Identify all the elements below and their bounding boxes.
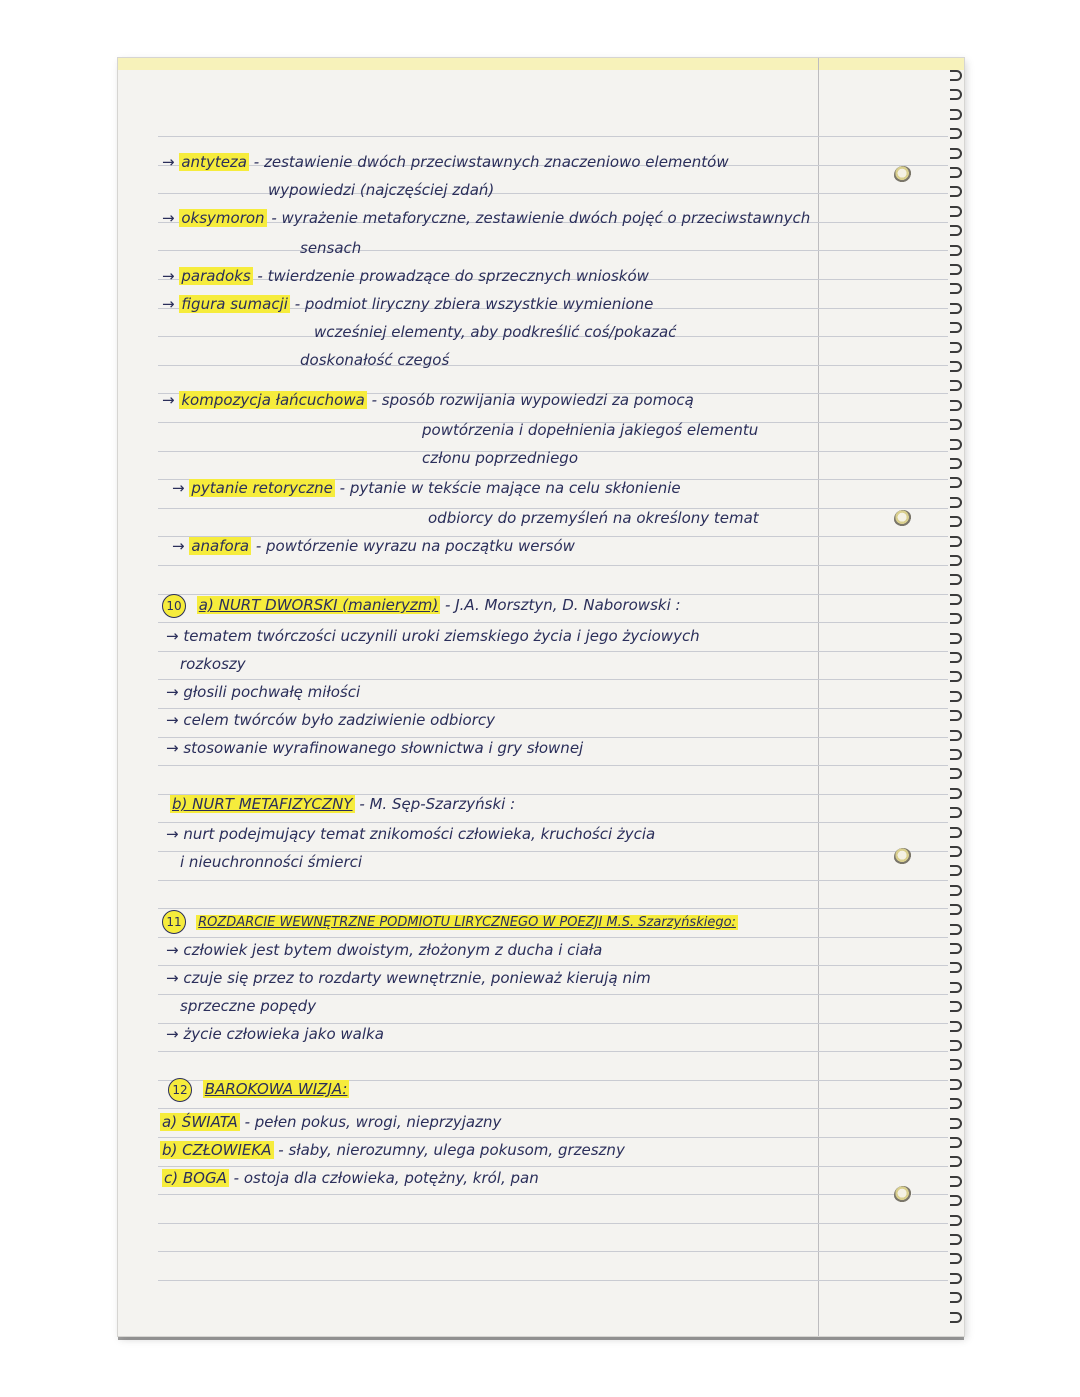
bullet-cont: rozkoszy <box>180 655 246 673</box>
spiral-coil <box>950 1001 962 1012</box>
spiral-coil <box>950 710 962 721</box>
arrow-icon: → <box>162 153 175 171</box>
spiral-coil <box>950 264 962 275</box>
ruled-line <box>158 1280 948 1281</box>
spiral-coil <box>950 419 962 430</box>
bullet: → życie człowieka jako walka <box>166 1025 384 1043</box>
note-oksymoron-cont: sensach <box>300 239 362 257</box>
note-paradoks <box>162 266 649 286</box>
definition-text: - twierdzenie prowadzące do sprzecznych wniosków <box>257 267 649 285</box>
punch-hole <box>894 166 912 184</box>
spiral-coil <box>950 186 962 197</box>
ruled-line <box>158 1137 948 1138</box>
spiral-coil <box>950 788 962 799</box>
note-figura-cont: wcześniej elementy, aby podkreślić coś/pokazać <box>314 323 677 341</box>
spiral-coil <box>950 439 962 450</box>
definition-text: - wyrażenie metaforyczne, zestawienie dwóch pojęć o przeciwstawnych <box>271 209 811 227</box>
spiral-coil <box>950 361 962 372</box>
ruled-line <box>158 822 948 823</box>
bullet-cont: i nieuchronności śmierci <box>180 853 363 871</box>
spiral-coil <box>950 807 962 818</box>
ruled-line <box>158 1194 948 1195</box>
ruled-line <box>158 250 948 251</box>
spiral-coil <box>950 89 962 100</box>
spiral-coil <box>950 1234 962 1245</box>
definition-text: - powtórzenie wyrazu na początku wersów <box>255 537 575 555</box>
ruled-line <box>158 1051 948 1052</box>
spiral-coil <box>950 536 962 547</box>
section-number: 10 <box>162 594 186 618</box>
term-highlight: anafora <box>191 537 250 555</box>
note-antyteza <box>162 152 729 172</box>
ruled-line <box>158 994 948 995</box>
ruled-line <box>158 708 948 709</box>
notebook-sheet <box>118 58 964 1336</box>
punch-hole <box>894 848 912 866</box>
ruled-line <box>158 565 948 566</box>
vision-human <box>160 1140 625 1160</box>
spiral-coil <box>950 943 962 954</box>
spiral-coil <box>950 1253 962 1264</box>
bullet: → człowiek jest bytem dwoistym, złożonym z ducha i ciała <box>166 941 603 959</box>
note-kompozycja-cont: członu poprzedniego <box>422 449 578 467</box>
note-oksymoron <box>162 208 810 228</box>
spiral-coil <box>950 633 962 644</box>
section-10-heading <box>162 594 681 618</box>
authors-text: - J.A. Morsztyn, D. Naborowski : <box>445 596 681 614</box>
spiral-coil <box>950 1156 962 1167</box>
spiral-coil <box>950 904 962 915</box>
arrow-icon: → <box>162 209 175 227</box>
term-highlight: paradoks <box>181 267 251 285</box>
term-highlight: figura sumacji <box>181 295 288 313</box>
section-number: 12 <box>168 1078 192 1102</box>
spiral-coil <box>950 342 962 353</box>
spiral-coil <box>950 497 962 508</box>
bullet: → tematem twórczości uczynili uroki ziemskiego życia i jego życiowych <box>166 627 700 645</box>
spiral-coil <box>950 671 962 682</box>
heading-highlight: ROZDARCIE WEWNĘTRZNE PODMIOTU LIRYCZNEGO W POEZJI M.S. Szarzyńskiego: <box>198 915 736 930</box>
ruled-line <box>158 908 948 909</box>
term-highlight: a) ŚWIATA <box>162 1113 238 1131</box>
spiral-coil <box>950 400 962 411</box>
spiral-coil <box>950 1079 962 1090</box>
spiral-coil <box>950 1021 962 1032</box>
note-figura-sumacji <box>162 294 653 314</box>
spiral-coil <box>950 768 962 779</box>
ruled-line <box>158 965 948 966</box>
spiral-coil <box>950 652 962 663</box>
note-figura-cont: doskonałość czegoś <box>300 351 450 369</box>
spiral-coil <box>950 1118 962 1129</box>
definition-text: - pytanie w tekście mające na celu skłonienie <box>339 479 681 497</box>
arrow-icon: → <box>172 479 185 497</box>
spiral-coil <box>950 109 962 120</box>
bullet: → czuje się przez to rozdarty wewnętrznie, ponieważ kierują nim <box>166 969 651 987</box>
arrow-icon: → <box>162 391 175 409</box>
heading-highlight: b) NURT METAFIZYCZNY <box>172 795 353 813</box>
spiral-coil <box>950 458 962 469</box>
note-pytanie <box>172 478 681 498</box>
definition-text: - zestawienie dwóch przeciwstawnych znaczeniowo elementów <box>253 153 729 171</box>
spiral-coil <box>950 303 962 314</box>
heading-highlight: a) NURT DWORSKI (manieryzm) <box>198 596 439 614</box>
ruled-line <box>158 136 948 137</box>
spiral-coil <box>950 477 962 488</box>
spiral-coil <box>950 1098 962 1109</box>
ruled-line <box>158 880 948 881</box>
arrow-icon: → <box>162 267 175 285</box>
spiral-coil <box>950 1273 962 1284</box>
punch-hole <box>894 1186 912 1204</box>
section-12-heading <box>168 1078 349 1102</box>
authors-text: - M. Sęp-Szarzyński : <box>359 795 516 813</box>
bullet: → nurt podejmujący temat znikomości człowieka, kruchości życia <box>166 825 656 843</box>
spiral-coil <box>950 1059 962 1070</box>
term-highlight: kompozycja łańcuchowa <box>181 391 365 409</box>
spiral-coil <box>950 225 962 236</box>
ruled-line <box>158 679 948 680</box>
spiral-coil <box>950 322 962 333</box>
heading-highlight: BAROKOWA WIZJA: <box>204 1080 348 1098</box>
spiral-coil <box>950 1215 962 1226</box>
spiral-coil <box>950 206 962 217</box>
ruled-line <box>158 1251 948 1252</box>
spiral-coil <box>950 846 962 857</box>
spiral-coil <box>950 167 962 178</box>
vision-world <box>160 1112 501 1132</box>
section-11-heading <box>162 910 738 934</box>
highlight-glare <box>118 58 964 70</box>
spiral-coil <box>950 1040 962 1051</box>
spiral-coil <box>950 516 962 527</box>
note-antyteza-cont: wypowiedzi (najczęściej zdań) <box>268 181 495 199</box>
spiral-coil <box>950 1312 962 1323</box>
spiral-coil <box>950 70 962 81</box>
spiral-coil <box>950 885 962 896</box>
arrow-icon: → <box>162 295 175 313</box>
definition-text: - słaby, nierozumny, ulega pokusom, grzeszny <box>278 1141 625 1159</box>
spiral-coil <box>950 555 962 566</box>
spiral-coil <box>950 283 962 294</box>
spiral-coil <box>950 827 962 838</box>
ruled-line <box>158 651 948 652</box>
spiral-coil <box>950 1195 962 1206</box>
spiral-coil <box>950 865 962 876</box>
note-kompozycja <box>162 390 694 410</box>
term-highlight: oksymoron <box>181 209 265 227</box>
definition-text: - ostoja dla człowieka, potężny, król, pan <box>233 1169 539 1187</box>
definition-text: - podmiot liryczny zbiera wszystkie wymienione <box>294 295 654 313</box>
note-kompozycja-cont: powtórzenia i dopełnienia jakiegoś elementu <box>422 421 759 439</box>
section-10b-heading <box>170 794 515 814</box>
spiral-coil <box>950 245 962 256</box>
spiral-coil <box>950 730 962 741</box>
vision-god <box>162 1168 539 1188</box>
bullet: → stosowanie wyrafinowanego słownictwa i gry słownej <box>166 739 584 757</box>
spiral-coil <box>950 128 962 139</box>
section-number: 11 <box>162 910 186 934</box>
spiral-coil <box>950 749 962 760</box>
arrow-icon: → <box>172 537 185 555</box>
spiral-binding <box>948 70 970 1320</box>
term-highlight: c) BOGA <box>164 1169 227 1187</box>
spiral-coil <box>950 594 962 605</box>
ruled-line <box>158 1166 948 1167</box>
spiral-coil <box>950 380 962 391</box>
spiral-coil <box>950 1176 962 1187</box>
ruled-line <box>158 365 948 366</box>
spiral-coil <box>950 1292 962 1303</box>
ruled-line <box>158 937 948 938</box>
note-anafora <box>172 536 575 556</box>
term-highlight: antyteza <box>181 153 247 171</box>
bullet: → celem twórców było zadziwienie odbiorcy <box>166 711 496 729</box>
bullet-cont: sprzeczne popędy <box>180 997 317 1015</box>
definition-text: - sposób rozwijania wypowiedzi za pomocą <box>371 391 694 409</box>
spiral-coil <box>950 1137 962 1148</box>
spiral-coil <box>950 148 962 159</box>
punch-hole <box>894 510 912 528</box>
term-highlight: pytanie retoryczne <box>191 479 333 497</box>
definition-text: - pełen pokus, wrogi, nieprzyjazny <box>244 1113 502 1131</box>
spiral-coil <box>950 691 962 702</box>
ruled-line <box>158 622 948 623</box>
spiral-coil <box>950 924 962 935</box>
spiral-coil <box>950 982 962 993</box>
spiral-coil <box>950 962 962 973</box>
spiral-coil <box>950 613 962 624</box>
ruled-line <box>158 1223 948 1224</box>
ruled-line <box>158 1108 948 1109</box>
spiral-coil <box>950 574 962 585</box>
term-highlight: b) CZŁOWIEKA <box>162 1141 272 1159</box>
ruled-line <box>158 765 948 766</box>
note-pytanie-cont: odbiorcy do przemyśleń na określony temat <box>428 509 759 527</box>
bullet: → głosili pochwałę miłości <box>166 683 361 701</box>
